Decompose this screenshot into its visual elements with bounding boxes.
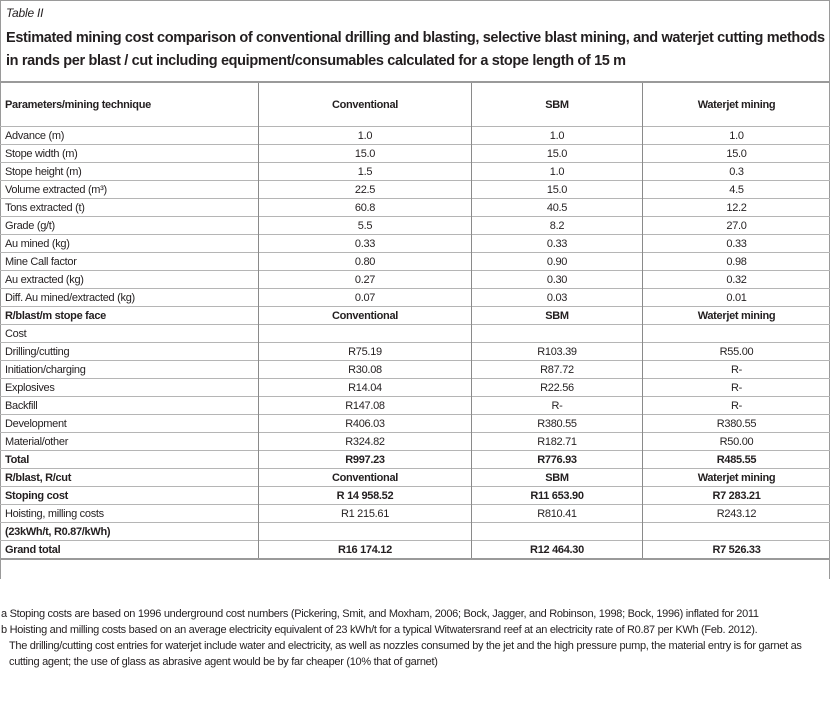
waterjet-cell: 0.3 bbox=[643, 163, 830, 181]
sbm-cell: R22.56 bbox=[472, 379, 643, 397]
sbm-cell: 40.5 bbox=[472, 199, 643, 217]
parameter-cell: Drilling/cutting bbox=[0, 343, 259, 361]
parameter-cell: Initiation/charging bbox=[0, 361, 259, 379]
table-row bbox=[0, 469, 830, 487]
sbm-cell: R776.93 bbox=[472, 451, 643, 469]
waterjet-cell: R7 283.21 bbox=[643, 487, 830, 505]
table-row bbox=[0, 199, 830, 217]
cost-comparison-table bbox=[0, 81, 830, 560]
parameter-cell: Stoping cost bbox=[0, 487, 259, 505]
waterjet-cell: 0.32 bbox=[643, 271, 830, 289]
conventional-cell: Conventional bbox=[259, 469, 472, 487]
waterjet-cell: R380.55 bbox=[643, 415, 830, 433]
conventional-cell: 0.33 bbox=[259, 235, 472, 253]
table-row bbox=[0, 253, 830, 271]
waterjet-cell: R7 526.33 bbox=[643, 541, 830, 560]
conventional-cell: 22.5 bbox=[259, 181, 472, 199]
conventional-cell: R14.04 bbox=[259, 379, 472, 397]
waterjet-cell: 0.33 bbox=[643, 235, 830, 253]
header-waterjet: Waterjet mining bbox=[643, 82, 830, 127]
waterjet-cell: 12.2 bbox=[643, 199, 830, 217]
table-row bbox=[0, 433, 830, 451]
table-row bbox=[0, 307, 830, 325]
conventional-cell: R147.08 bbox=[259, 397, 472, 415]
parameter-cell: Au extracted (kg) bbox=[0, 271, 259, 289]
waterjet-cell: R243.12 bbox=[643, 505, 830, 523]
waterjet-cell: 0.01 bbox=[643, 289, 830, 307]
table-row bbox=[0, 127, 830, 145]
sbm-cell: R103.39 bbox=[472, 343, 643, 361]
footnote: The drilling/cutting cost entries for waterjet include water and electricity, as well as nozzles consumed by the jet and the high pressure pump, the material entry is for garnet as cutting agent; the use of glass as abrasive agent would be by far cheaper (10% that of garnet) bbox=[9, 640, 802, 668]
conventional-cell: R16 174.12 bbox=[259, 541, 472, 560]
sbm-cell: 0.30 bbox=[472, 271, 643, 289]
conventional-cell: R997.23 bbox=[259, 451, 472, 469]
sbm-cell: R- bbox=[472, 397, 643, 415]
sbm-cell: 1.0 bbox=[472, 163, 643, 181]
parameter-cell: Stope height (m) bbox=[0, 163, 259, 181]
conventional-cell bbox=[259, 325, 472, 343]
conventional-cell: R1 215.61 bbox=[259, 505, 472, 523]
waterjet-cell: 4.5 bbox=[643, 181, 830, 199]
conventional-cell: R406.03 bbox=[259, 415, 472, 433]
sbm-cell: R11 653.90 bbox=[472, 487, 643, 505]
parameter-cell: Advance (m) bbox=[0, 127, 259, 145]
table-row bbox=[0, 163, 830, 181]
table-row bbox=[0, 343, 830, 361]
sbm-cell: R380.55 bbox=[472, 415, 643, 433]
conventional-cell: 60.8 bbox=[259, 199, 472, 217]
parameter-cell: Grand total bbox=[0, 541, 259, 560]
footnote: b Hoisting and milling costs based on an average electricity equivalent of 23 kWh/t for a typical Witwatersrand reef at an electricity rate of R0.87 per KWh (Feb. 2012). bbox=[1, 624, 758, 636]
header-sbm: SBM bbox=[472, 82, 643, 127]
waterjet-cell bbox=[643, 325, 830, 343]
sbm-cell bbox=[472, 325, 643, 343]
sbm-cell: R12 464.30 bbox=[472, 541, 643, 560]
table-row bbox=[0, 523, 830, 541]
parameter-cell: Total bbox=[0, 451, 259, 469]
sbm-cell: 15.0 bbox=[472, 145, 643, 163]
table-row bbox=[0, 361, 830, 379]
waterjet-cell: R- bbox=[643, 397, 830, 415]
table-row bbox=[0, 235, 830, 253]
waterjet-cell: 27.0 bbox=[643, 217, 830, 235]
waterjet-cell: R485.55 bbox=[643, 451, 830, 469]
parameter-cell: Diff. Au mined/extracted (kg) bbox=[0, 289, 259, 307]
sbm-cell: 15.0 bbox=[472, 181, 643, 199]
table-row bbox=[0, 415, 830, 433]
parameter-cell: Explosives bbox=[0, 379, 259, 397]
table-row bbox=[0, 397, 830, 415]
table-row bbox=[0, 487, 830, 505]
sbm-cell: 0.33 bbox=[472, 235, 643, 253]
table-row bbox=[0, 289, 830, 307]
conventional-cell: 0.80 bbox=[259, 253, 472, 271]
parameter-cell: Stope width (m) bbox=[0, 145, 259, 163]
waterjet-cell: R- bbox=[643, 379, 830, 397]
table-row bbox=[0, 181, 830, 199]
table-row bbox=[0, 379, 830, 397]
conventional-cell: 5.5 bbox=[259, 217, 472, 235]
parameter-cell: Hoisting, milling costs bbox=[0, 505, 259, 523]
waterjet-cell: 1.0 bbox=[643, 127, 830, 145]
table-row bbox=[0, 451, 830, 469]
table-title: Estimated mining cost comparison of conventional drilling and blasting, selective blast mining, and waterjet cutting methods in rands per blast / cut including equipment/consumables calculated for a stope length of 15 m bbox=[6, 30, 825, 69]
sbm-cell: SBM bbox=[472, 469, 643, 487]
header-conventional: Conventional bbox=[259, 82, 472, 127]
conventional-cell: R324.82 bbox=[259, 433, 472, 451]
parameter-cell: R/blast, R/cut bbox=[0, 469, 259, 487]
conventional-cell: Conventional bbox=[259, 307, 472, 325]
table-row bbox=[0, 145, 830, 163]
footnote: a Stoping costs are based on 1996 underground cost numbers (Pickering, Smit, and Moxham, 2006; Bock, Jagger, and Robinson, 1998; Bock, 1996) inflated for 2011 bbox=[1, 608, 759, 620]
waterjet-cell bbox=[643, 523, 830, 541]
parameter-cell: Volume extracted (m³) bbox=[0, 181, 259, 199]
conventional-cell: 1.0 bbox=[259, 127, 472, 145]
conventional-cell: 15.0 bbox=[259, 145, 472, 163]
sbm-cell: 8.2 bbox=[472, 217, 643, 235]
header-parameter: Parameters/mining technique bbox=[0, 82, 259, 127]
conventional-cell bbox=[259, 523, 472, 541]
parameter-cell: Grade (g/t) bbox=[0, 217, 259, 235]
footnotes bbox=[1, 606, 827, 670]
parameter-cell: Material/other bbox=[0, 433, 259, 451]
waterjet-cell: R- bbox=[643, 361, 830, 379]
sbm-cell: 0.03 bbox=[472, 289, 643, 307]
table-row bbox=[0, 505, 830, 523]
sbm-cell: R87.72 bbox=[472, 361, 643, 379]
conventional-cell: 0.27 bbox=[259, 271, 472, 289]
table-row bbox=[0, 541, 830, 560]
waterjet-cell: Waterjet mining bbox=[643, 307, 830, 325]
sbm-cell: R182.71 bbox=[472, 433, 643, 451]
table-row bbox=[0, 325, 830, 343]
parameter-cell: Mine Call factor bbox=[0, 253, 259, 271]
header-row bbox=[0, 82, 830, 127]
parameter-cell: Backfill bbox=[0, 397, 259, 415]
table-row bbox=[0, 271, 830, 289]
parameter-cell: Au mined (kg) bbox=[0, 235, 259, 253]
parameter-cell: Development bbox=[0, 415, 259, 433]
waterjet-cell: R50.00 bbox=[643, 433, 830, 451]
conventional-cell: 0.07 bbox=[259, 289, 472, 307]
conventional-cell: R30.08 bbox=[259, 361, 472, 379]
parameter-cell: R/blast/m stope face bbox=[0, 307, 259, 325]
sbm-cell: 0.90 bbox=[472, 253, 643, 271]
parameter-cell: Cost bbox=[0, 325, 259, 343]
sbm-cell: R810.41 bbox=[472, 505, 643, 523]
sbm-cell: SBM bbox=[472, 307, 643, 325]
conventional-cell: R 14 958.52 bbox=[259, 487, 472, 505]
sbm-cell bbox=[472, 523, 643, 541]
waterjet-cell: 15.0 bbox=[643, 145, 830, 163]
conventional-cell: R75.19 bbox=[259, 343, 472, 361]
waterjet-cell: R55.00 bbox=[643, 343, 830, 361]
parameter-cell: (23kWh/t, R0.87/kWh) bbox=[0, 523, 259, 541]
waterjet-cell: 0.98 bbox=[643, 253, 830, 271]
conventional-cell: 1.5 bbox=[259, 163, 472, 181]
table-row bbox=[0, 217, 830, 235]
sbm-cell: 1.0 bbox=[472, 127, 643, 145]
table-caption: Table II bbox=[6, 6, 44, 20]
parameter-cell: Tons extracted (t) bbox=[0, 199, 259, 217]
waterjet-cell: Waterjet mining bbox=[643, 469, 830, 487]
